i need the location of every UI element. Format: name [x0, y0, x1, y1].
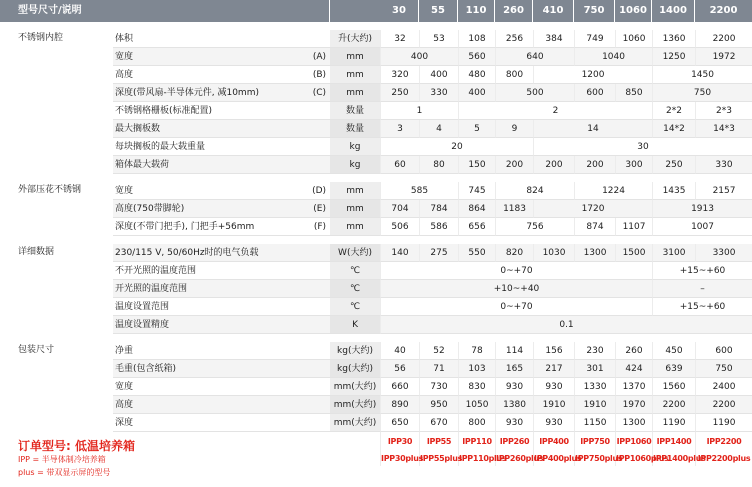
- value-cell: 890: [380, 396, 419, 414]
- row-label: 体积: [113, 30, 270, 48]
- row-label: 最大搁板数: [113, 120, 270, 138]
- value-cell: 1972: [695, 48, 752, 66]
- order-code: IPP1400: [652, 432, 695, 452]
- value-cell: 1190: [695, 414, 752, 432]
- row-unit: mm: [330, 48, 380, 66]
- model-header: 410: [533, 0, 574, 22]
- value-cell: 3: [380, 120, 419, 138]
- row-unit: mm: [330, 66, 380, 84]
- table-row: [0, 200, 752, 218]
- model-header: 30: [380, 0, 419, 22]
- value-cell: 400: [419, 66, 458, 84]
- value-cell: 506: [380, 218, 419, 236]
- row-label: 高度: [113, 396, 270, 414]
- value-cell: 1435: [652, 182, 695, 200]
- model-header: 1060: [615, 0, 652, 22]
- value-cell: 200: [574, 156, 615, 174]
- spacer-cell: [0, 236, 752, 244]
- value-cell: 4: [419, 120, 458, 138]
- table-row: [0, 360, 752, 378]
- value-cell: 400: [458, 84, 495, 102]
- value-cell: 1560: [652, 378, 695, 396]
- value-cell: 656: [458, 218, 495, 236]
- value-cell: 560: [458, 48, 495, 66]
- value-cell: +15~+60: [652, 262, 752, 280]
- order-plus-code: IPP2200plus: [695, 452, 752, 466]
- value-cell: 1190: [652, 414, 695, 432]
- value-cell: 1200: [533, 66, 652, 84]
- table-row: [0, 244, 752, 262]
- section-label: 包装尺寸: [18, 345, 55, 355]
- value-cell: 0~+70: [380, 298, 652, 316]
- value-cell: 2*3: [695, 102, 752, 120]
- value-cell: 2200: [695, 396, 752, 414]
- value-cell: 1330: [574, 378, 615, 396]
- row-code: (F): [270, 218, 330, 236]
- value-cell: 500: [495, 84, 574, 102]
- row-unit: mm(大约): [330, 396, 380, 414]
- value-cell: 639: [652, 360, 695, 378]
- order-code: IPP110: [458, 432, 495, 452]
- row-code: [270, 102, 330, 120]
- table-row: [0, 316, 752, 334]
- value-cell: 745: [458, 182, 495, 200]
- value-cell: 824: [495, 182, 574, 200]
- value-cell: 820: [495, 244, 533, 262]
- value-cell: 250: [380, 84, 419, 102]
- value-cell: 71: [419, 360, 458, 378]
- order-note: IPP = 半导体制冷培养箱: [18, 454, 106, 464]
- value-cell: 0.1: [380, 316, 752, 334]
- value-cell: –: [652, 280, 752, 298]
- row-label: 毛重(包含纸箱): [113, 360, 270, 378]
- spacer-cell: [0, 22, 752, 30]
- value-cell: 1913: [652, 200, 752, 218]
- order-code: IPP1060: [615, 432, 652, 452]
- value-cell: 480: [458, 66, 495, 84]
- value-cell: 250: [652, 156, 695, 174]
- row-label: 箱体最大载荷: [113, 156, 270, 174]
- value-cell: 0~+70: [380, 262, 652, 280]
- group-spacer: [0, 22, 752, 30]
- value-cell: 930: [533, 414, 574, 432]
- value-cell: 660: [380, 378, 419, 396]
- value-cell: +10~+40: [380, 280, 652, 298]
- value-cell: 930: [495, 378, 533, 396]
- spacer-cell: [0, 334, 752, 342]
- value-cell: 600: [574, 84, 615, 102]
- order-plus-code: IPP400plus: [533, 452, 574, 466]
- order-code: IPP400: [533, 432, 574, 452]
- row-code: [270, 316, 330, 334]
- value-cell: 1500: [615, 244, 652, 262]
- value-cell: 585: [380, 182, 458, 200]
- value-cell: 2157: [695, 182, 752, 200]
- value-cell: 140: [380, 244, 419, 262]
- value-cell: 784: [419, 200, 458, 218]
- value-cell: 20: [380, 138, 533, 156]
- table-row: [0, 378, 752, 396]
- value-cell: 78: [458, 342, 495, 360]
- value-cell: 320: [380, 66, 419, 84]
- row-code: [270, 342, 330, 360]
- value-cell: 150: [458, 156, 495, 174]
- value-cell: 800: [495, 66, 533, 84]
- model-header: 55: [419, 0, 458, 22]
- value-cell: 756: [495, 218, 574, 236]
- value-cell: 156: [533, 342, 574, 360]
- row-label: 不开光照的温度范围: [113, 262, 270, 280]
- row-code: [270, 120, 330, 138]
- group-spacer: [0, 236, 752, 244]
- value-cell: 330: [695, 156, 752, 174]
- row-label: 宽度: [113, 182, 270, 200]
- model-header: 260: [495, 0, 533, 22]
- table-row: [0, 120, 752, 138]
- table-title: 型号尺寸/说明: [0, 0, 330, 22]
- table-row: [0, 298, 752, 316]
- row-label: 净重: [113, 342, 270, 360]
- row-label: 温度设置精度: [113, 316, 270, 334]
- row-code: [270, 298, 330, 316]
- row-label: 宽度: [113, 48, 270, 66]
- order-note-row: [0, 466, 752, 478]
- value-cell: 53: [419, 30, 458, 48]
- order-plus-row: [0, 452, 752, 466]
- value-cell: 3100: [652, 244, 695, 262]
- value-cell: 1060: [615, 30, 652, 48]
- value-cell: 749: [574, 30, 615, 48]
- row-code: (B): [270, 66, 330, 84]
- value-cell: 300: [615, 156, 652, 174]
- order-note: plus = 带双显示屏的型号: [18, 467, 111, 477]
- value-cell: 864: [458, 200, 495, 218]
- row-code: [270, 262, 330, 280]
- value-cell: 32: [380, 30, 419, 48]
- order-title: 订单型号: 低温培养箱: [18, 439, 135, 453]
- row-code: [270, 360, 330, 378]
- table-row: [0, 218, 752, 236]
- value-cell: 1107: [615, 218, 652, 236]
- value-cell: 1250: [652, 48, 695, 66]
- group-spacer: [0, 334, 752, 342]
- row-unit: ℃: [330, 262, 380, 280]
- value-cell: 301: [574, 360, 615, 378]
- table-row: [0, 48, 752, 66]
- row-unit: mm: [330, 200, 380, 218]
- row-unit: mm: [330, 182, 380, 200]
- section-label: 详细数据: [18, 247, 55, 257]
- row-code: [270, 138, 330, 156]
- value-cell: 40: [380, 342, 419, 360]
- value-cell: 1970: [615, 396, 652, 414]
- row-label: 深度: [113, 414, 270, 432]
- value-cell: 1910: [533, 396, 574, 414]
- value-cell: 1370: [615, 378, 652, 396]
- order-plus-code: IPP260plus: [495, 452, 533, 466]
- order-code: IPP2200: [695, 432, 752, 452]
- order-plus-code: IPP750plus: [574, 452, 615, 466]
- model-header: 110: [458, 0, 495, 22]
- value-cell: 424: [615, 360, 652, 378]
- row-code: (A): [270, 48, 330, 66]
- value-cell: 586: [419, 218, 458, 236]
- value-cell: 1910: [574, 396, 615, 414]
- row-unit: mm(大约): [330, 378, 380, 396]
- row-label: 230/115 V, 50/60Hz时的电气负载: [113, 244, 270, 262]
- value-cell: 670: [419, 414, 458, 432]
- value-cell: 108: [458, 30, 495, 48]
- value-cell: 52: [419, 342, 458, 360]
- value-cell: 5: [458, 120, 495, 138]
- value-cell: 1224: [574, 182, 652, 200]
- value-cell: 14: [533, 120, 652, 138]
- value-cell: 200: [495, 156, 533, 174]
- value-cell: 275: [419, 244, 458, 262]
- order-plus-code: IPP55plus: [419, 452, 458, 466]
- value-cell: 2200: [652, 396, 695, 414]
- row-label: 每块搁板的最大载重量: [113, 138, 270, 156]
- value-cell: 650: [380, 414, 419, 432]
- row-code: [270, 244, 330, 262]
- order-code: IPP30: [380, 432, 419, 452]
- table-row: [0, 84, 752, 102]
- row-label: 深度(不带门把手), 门把手+56mm: [113, 218, 270, 236]
- value-cell: 930: [495, 414, 533, 432]
- row-code: (D): [270, 182, 330, 200]
- value-cell: 384: [533, 30, 574, 48]
- value-cell: 750: [652, 84, 752, 102]
- row-label: 高度: [113, 66, 270, 84]
- value-cell: 450: [652, 342, 695, 360]
- value-cell: 80: [419, 156, 458, 174]
- value-cell: 200: [533, 156, 574, 174]
- value-cell: 600: [695, 342, 752, 360]
- value-cell: 2400: [695, 378, 752, 396]
- value-cell: 1050: [458, 396, 495, 414]
- order-plus-code: IPP1060plus: [615, 452, 652, 466]
- row-unit: 升(大约): [330, 30, 380, 48]
- row-label: 宽度: [113, 378, 270, 396]
- row-label: 开光照的温度范围: [113, 280, 270, 298]
- value-cell: 1720: [533, 200, 652, 218]
- table-row: [0, 102, 752, 120]
- value-cell: 1360: [652, 30, 695, 48]
- value-cell: 850: [615, 84, 652, 102]
- model-header: 2200: [695, 0, 752, 22]
- order-row: [0, 432, 752, 452]
- table-row: [0, 342, 752, 360]
- table-row: [0, 182, 752, 200]
- table-row: [0, 396, 752, 414]
- row-code: [270, 378, 330, 396]
- table-row: [0, 262, 752, 280]
- table-row: [0, 30, 752, 48]
- value-cell: 640: [495, 48, 574, 66]
- header-row: [0, 0, 752, 22]
- row-unit: ℃: [330, 280, 380, 298]
- value-cell: 1183: [495, 200, 533, 218]
- spec-body: [0, 22, 752, 478]
- value-cell: 14*3: [695, 120, 752, 138]
- value-cell: 330: [419, 84, 458, 102]
- row-code: [270, 396, 330, 414]
- group-spacer: [0, 174, 752, 182]
- value-cell: 730: [419, 378, 458, 396]
- row-unit: kg(大约): [330, 360, 380, 378]
- value-cell: 874: [574, 218, 615, 236]
- value-cell: 550: [458, 244, 495, 262]
- value-cell: 2*2: [652, 102, 695, 120]
- value-cell: 14*2: [652, 120, 695, 138]
- row-unit: mm: [330, 218, 380, 236]
- row-code: [270, 30, 330, 48]
- row-code: (C): [270, 84, 330, 102]
- value-cell: 400: [380, 48, 458, 66]
- table-row: [0, 138, 752, 156]
- row-code: (E): [270, 200, 330, 218]
- row-unit: 数量: [330, 102, 380, 120]
- value-cell: 704: [380, 200, 419, 218]
- table-row: [0, 280, 752, 298]
- value-cell: 260: [615, 342, 652, 360]
- header-blank: [330, 0, 380, 22]
- value-cell: 1030: [533, 244, 574, 262]
- table-row: [0, 66, 752, 84]
- row-unit: K: [330, 316, 380, 334]
- value-cell: 165: [495, 360, 533, 378]
- row-unit: kg(大约): [330, 342, 380, 360]
- row-code: [270, 414, 330, 432]
- value-cell: 1380: [495, 396, 533, 414]
- value-cell: 2200: [695, 30, 752, 48]
- value-cell: 9: [495, 120, 533, 138]
- value-cell: 60: [380, 156, 419, 174]
- value-cell: 1150: [574, 414, 615, 432]
- order-plus-code: IPP1400plus: [652, 452, 695, 466]
- value-cell: 930: [533, 378, 574, 396]
- row-label: 高度(750带脚轮): [113, 200, 270, 218]
- row-unit: kg: [330, 138, 380, 156]
- value-cell: 3300: [695, 244, 752, 262]
- value-cell: 830: [458, 378, 495, 396]
- order-plus-code: IPP110plus: [458, 452, 495, 466]
- value-cell: 1040: [574, 48, 652, 66]
- table-row: [0, 156, 752, 174]
- value-cell: 217: [533, 360, 574, 378]
- value-cell: 1007: [652, 218, 752, 236]
- value-cell: 950: [419, 396, 458, 414]
- row-label: 深度(带风扇-半导体元件, 减10mm): [113, 84, 270, 102]
- row-unit: 数量: [330, 120, 380, 138]
- table-row: [0, 414, 752, 432]
- value-cell: 2: [458, 102, 652, 120]
- model-header: 1400: [652, 0, 695, 22]
- row-unit: kg: [330, 156, 380, 174]
- value-cell: 114: [495, 342, 533, 360]
- order-code: IPP260: [495, 432, 533, 452]
- value-cell: 1: [380, 102, 458, 120]
- value-cell: 56: [380, 360, 419, 378]
- spacer-cell: [0, 174, 752, 182]
- order-code: IPP750: [574, 432, 615, 452]
- row-code: [270, 156, 330, 174]
- section-label: 外部压花不锈钢: [18, 185, 82, 195]
- row-label: 温度设置范围: [113, 298, 270, 316]
- row-unit: W(大约): [330, 244, 380, 262]
- row-unit: mm: [330, 84, 380, 102]
- value-cell: 1300: [615, 414, 652, 432]
- row-unit: mm(大约): [330, 414, 380, 432]
- model-header: 750: [574, 0, 615, 22]
- value-cell: 230: [574, 342, 615, 360]
- value-cell: 30: [533, 138, 752, 156]
- value-cell: 800: [458, 414, 495, 432]
- row-label: 不锈钢格栅板(标准配置): [113, 102, 270, 120]
- section-label: 不锈钢内腔: [18, 33, 64, 43]
- value-cell: 1300: [574, 244, 615, 262]
- order-plus-code: IPP30plus: [380, 452, 419, 466]
- order-code: IPP55: [419, 432, 458, 452]
- value-cell: 750: [695, 360, 752, 378]
- row-unit: ℃: [330, 298, 380, 316]
- value-cell: 256: [495, 30, 533, 48]
- value-cell: 1450: [652, 66, 752, 84]
- row-code: [270, 280, 330, 298]
- value-cell: 103: [458, 360, 495, 378]
- value-cell: +15~+60: [652, 298, 752, 316]
